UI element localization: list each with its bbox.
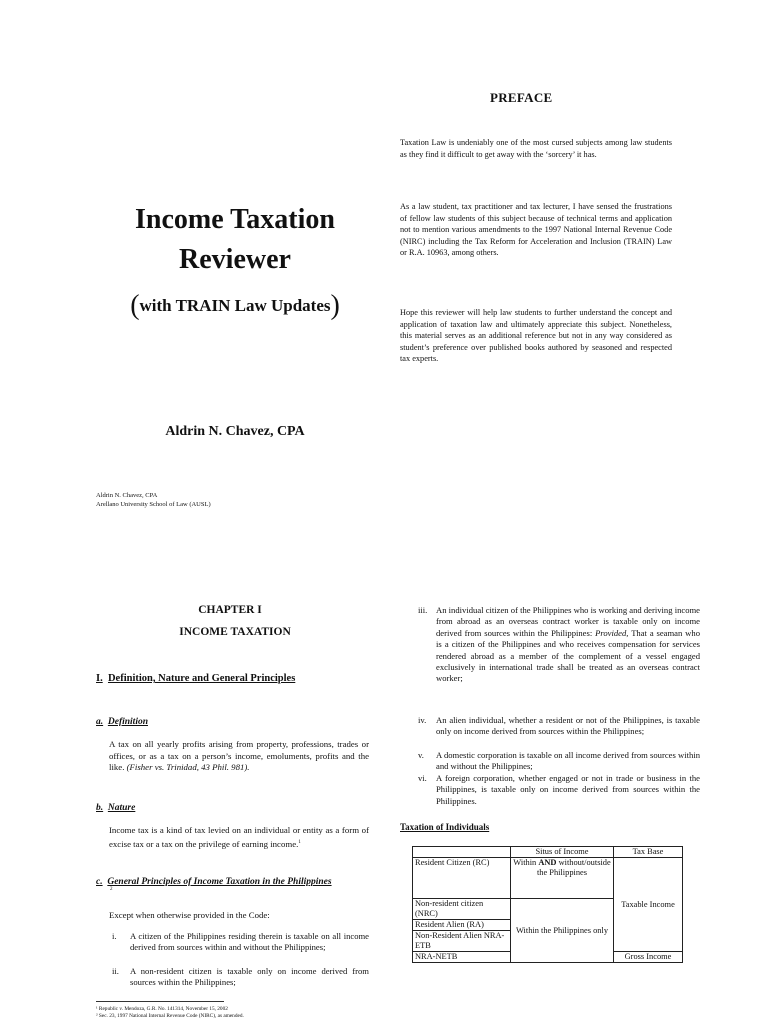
- nature-body: Income tax is a kind of tax levied on an individual or entity as a form of excise tax or a tax on the privilege of earning income.: [109, 825, 369, 849]
- footnote-2: ² Sec. 23, 1997 National Internal Revenue Code (NIRC), as amended.: [96, 1013, 244, 1019]
- table-cell-within-only: Within the Philippines only: [511, 899, 614, 963]
- principle-num: i.: [112, 931, 117, 941]
- book-title-line1: Income Taxation: [135, 204, 335, 235]
- book-title-line2: Reviewer: [179, 244, 291, 275]
- general-principles-heading: [96, 877, 381, 892]
- principle-text: [436, 605, 700, 685]
- nature-heading: [96, 803, 135, 813]
- general-principles-footnote-ref: 2: [110, 887, 113, 892]
- book-subtitle: [60, 290, 410, 322]
- table-cell: Non-Resident Alien NRA-ETB: [413, 931, 511, 952]
- definition-citation: (Fisher vs. Trinidad, 43 Phil. 981).: [126, 762, 250, 772]
- table-header-cell: Tax Base: [614, 847, 683, 858]
- page-gap: [0, 560, 768, 580]
- chapter-subtitle: INCOME TAXATION: [179, 626, 291, 638]
- principle-provided: Provided,: [595, 627, 629, 638]
- preface-paragraph-3: Hope this reviewer will help law students to further understand the concept and application of taxation law and ultimately appreciate this subject. Nonetheless, this material serves as an additional reference but not in any way considered as student’s preference over published books authored by seasoned and respected tax experts.: [400, 308, 672, 363]
- section-numeral: I.: [96, 673, 103, 684]
- table-title: Taxation of Individuals: [400, 822, 490, 832]
- nature-footnote-ref: 1: [298, 839, 301, 845]
- principle-item-iii: [418, 605, 700, 715]
- principle-text: An alien individual, whether a resident or not of the Philippines, is taxable only on income derived from sources within the Philippines;: [436, 715, 700, 737]
- table-cell: [511, 858, 614, 899]
- section-title: Definition, Nature and General Principles: [107, 673, 296, 684]
- definition-text: [109, 739, 369, 774]
- definition-title: Definition: [107, 717, 148, 727]
- table-cell: Resident Alien (RA): [413, 920, 511, 931]
- principle-num: vi.: [418, 773, 427, 783]
- author-name: Aldrin N. Chavez, CPA: [165, 424, 305, 439]
- principle-num: iii.: [418, 605, 428, 615]
- definition-heading: [96, 717, 148, 727]
- subtitle-open-paren: (: [130, 290, 140, 321]
- principle-num: ii.: [112, 966, 119, 976]
- table-cell-gross-income: Gross Income: [614, 952, 683, 963]
- section-heading: [96, 673, 295, 684]
- general-principles-intro: Except when otherwise provided in the Code:: [109, 910, 270, 920]
- subtitle-close-paren: ): [330, 290, 340, 321]
- nature-text: [109, 825, 369, 850]
- principle-item-iv: [418, 715, 700, 749]
- preface-title: PREFACE: [490, 90, 553, 105]
- preface-paragraph-2: As a law student, tax practitioner and tax lecturer, I have sensed the frustrations of fellow law students of this subject because of technical terms and application not to mention various amendments to the 1997 National Internal Revenue Code (NIRC) including the Tax Reform for Acceleration and Inclusion (TRAIN) Law or R.A. 10963, among others.: [400, 202, 672, 257]
- author-info-name: Aldrin N. Chavez, CPA: [96, 492, 158, 499]
- principle-num: iv.: [418, 715, 427, 725]
- table-header-row: [413, 847, 683, 858]
- footnote-rule: [96, 1001, 224, 1002]
- table-cell-taxable-income: Taxable Income: [614, 858, 683, 952]
- preface-paragraph-1: Taxation Law is undeniably one of the most cursed subjects among law students as they find it difficult to get away with the ‘sorcery’ it has.: [400, 138, 672, 159]
- principle-item-v: [418, 750, 700, 773]
- principle-text: A foreign corporation, whether engaged or not in trade or business in the Philippines, is taxable only on income derived from sources within the Philippines.: [436, 773, 700, 806]
- principle-item-ii: [112, 966, 369, 990]
- general-principles-title: General Principles of Income Taxation in the Philippines: [107, 877, 332, 887]
- table-header-cell: [413, 847, 511, 858]
- taxation-table: [412, 846, 683, 963]
- footnote-1: ¹ Republic v. Mendoza, G.R. No. 141314, November 15, 2002: [96, 1006, 228, 1012]
- principle-item-vi: [418, 773, 700, 807]
- chapter-title: CHAPTER I: [198, 604, 262, 616]
- principle-num: v.: [418, 750, 424, 760]
- table-row: [413, 858, 683, 899]
- principle-text: A non-resident citizen is taxable only on income derived from sources within the Philippines;: [130, 966, 369, 988]
- table-cell: NRA-NETB: [413, 952, 511, 963]
- definition-letter: a.: [96, 717, 104, 727]
- principle-text-after: That a seaman who is a citizen of the Philippines and who receives compensation for services rendered abroad as a member of the complement of a vessel engaged exclusively in international trade shall be treated as an overseas contract worker;: [436, 627, 700, 684]
- author-info-school: Arellano University School of Law (AUSL): [96, 501, 211, 508]
- author-info: [96, 491, 211, 509]
- table-cell: Non-resident citizen (NRC): [413, 899, 511, 920]
- definition-body: A tax on all yearly profits arising from property, professions, trades or offices, or as a tax on a person’s income, emoluments, profits and the like.: [109, 739, 369, 772]
- situs-within: Within: [513, 858, 537, 867]
- principle-text: A domestic corporation is taxable on all income derived from sources within and without the Philippines;: [436, 750, 700, 772]
- principle-text: A citizen of the Philippines residing therein is taxable on all income derived from sources within and without the Philippines;: [130, 931, 369, 953]
- general-principles-letter: c.: [96, 877, 103, 887]
- principle-text-main: An individual citizen of the Philippines who is working and deriving income from abroad as an overseas contract worker is taxable only on income derived from sources within the Philippines:: [436, 605, 700, 638]
- nature-title: Nature: [107, 803, 136, 813]
- table-header-cell: Situs of Income: [511, 847, 614, 858]
- principle-item-i: [112, 931, 369, 967]
- situs-and: AND: [538, 858, 557, 867]
- subtitle-text: with TRAIN Law Updates: [139, 296, 331, 315]
- nature-letter: b.: [96, 803, 104, 813]
- situs-without: without/outside the Philippines: [536, 858, 611, 877]
- table-cell: Resident Citizen (RC): [413, 858, 511, 899]
- book-title: [60, 200, 410, 280]
